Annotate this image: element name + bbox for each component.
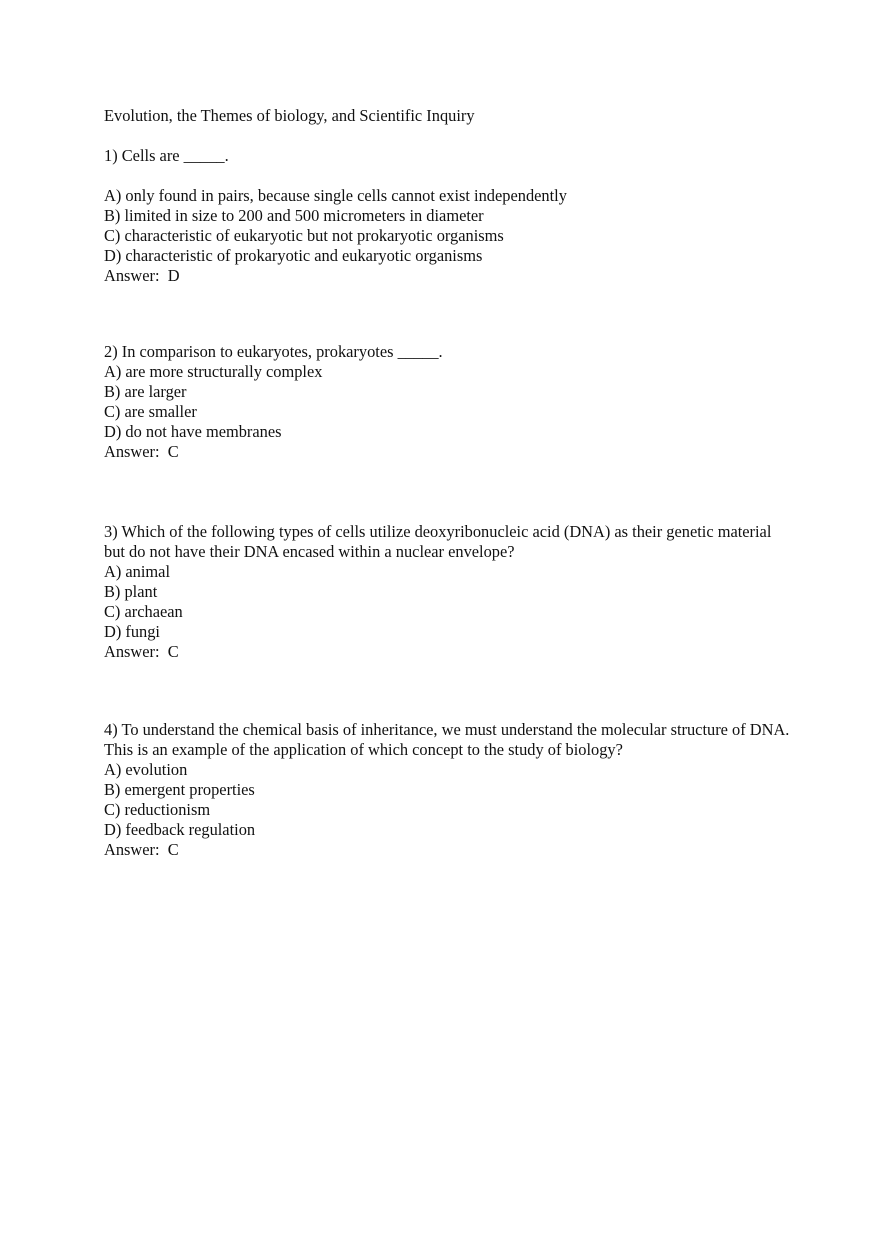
question-stem: 3) Which of the following types of cells utilize deoxyribonucleic acid (DNA) as their genetic material but do not have their DNA encased within a nuclear envelope? [104, 522, 772, 561]
option-d: D) do not have membranes [104, 422, 282, 441]
question-4 [104, 720, 794, 860]
option-b: B) are larger [104, 382, 187, 401]
answer-key: Answer: D [104, 266, 180, 285]
option-d: D) feedback regulation [104, 820, 256, 839]
question-3 [104, 522, 794, 662]
question-1 [104, 146, 794, 286]
document-page [104, 106, 794, 859]
question-2 [104, 342, 794, 462]
option-c: C) reductionism [104, 800, 211, 819]
option-c: C) characteristic of eukaryotic but not prokaryotic organisms [104, 226, 504, 245]
option-b: B) limited in size to 200 and 500 micrometers in diameter [104, 206, 484, 225]
answer-key: Answer: C [104, 840, 179, 859]
option-d: D) fungi [104, 622, 160, 641]
option-b: B) plant [104, 582, 158, 601]
answer-options [104, 760, 794, 840]
option-c: C) archaean [104, 602, 183, 621]
option-c: C) are smaller [104, 402, 197, 421]
question-stem: 2) In comparison to eukaryotes, prokaryotes _____. [104, 342, 443, 361]
document-title: Evolution, the Themes of biology, and Scientific Inquiry [104, 106, 475, 125]
option-a: A) are more structurally complex [104, 362, 323, 381]
answer-key: Answer: C [104, 442, 179, 461]
option-a: A) animal [104, 562, 170, 581]
option-a: A) only found in pairs, because single cells cannot exist independently [104, 186, 567, 205]
answer-key: Answer: C [104, 642, 179, 661]
answer-options [104, 562, 794, 642]
option-d: D) characteristic of prokaryotic and eukaryotic organisms [104, 246, 483, 265]
answer-options [104, 186, 794, 266]
option-b: B) emergent properties [104, 780, 255, 799]
option-a: A) evolution [104, 760, 188, 779]
answer-options [104, 362, 794, 442]
question-stem: 4) To understand the chemical basis of inheritance, we must understand the molecular structure of DNA. This is an example of the application of which concept to the study of biology? [104, 720, 790, 759]
question-stem: 1) Cells are _____. [104, 146, 229, 165]
